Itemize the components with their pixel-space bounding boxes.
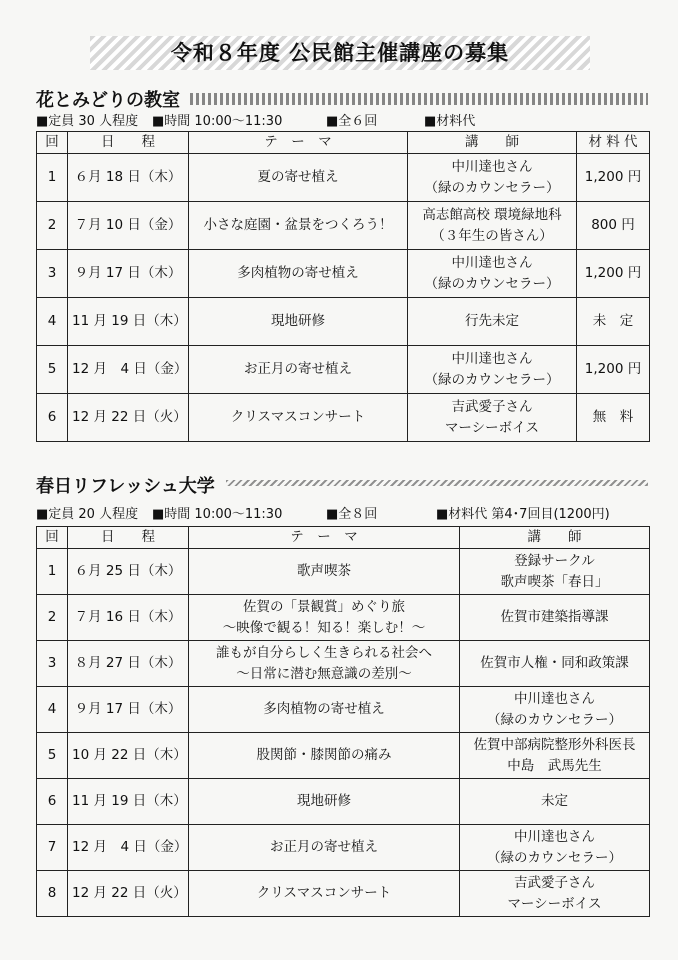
row-date: ６月 25 日（木） (68, 549, 189, 595)
row-lecturer: 佐賀市建築指導課 (460, 595, 650, 641)
lecturer-note: （３年生の皆さん） (431, 227, 553, 244)
header-fee: 材 料 代 (577, 132, 650, 154)
table-row (37, 641, 650, 687)
row-theme (189, 641, 460, 687)
row-theme (189, 595, 460, 641)
row-no: 1 (37, 549, 68, 595)
table-row (37, 687, 650, 733)
lecturer-name: 高志館高校 環境緑地科 (422, 206, 562, 223)
lecturer-name: 佐賀中部病院整形外科医長 (473, 736, 636, 753)
row-lecturer (460, 549, 650, 595)
table-row (37, 595, 650, 641)
theme-main: 佐賀の「景観賞」めぐり旅 (243, 598, 405, 615)
row-theme: 小さな庭園・盆景をつくろう！ (189, 202, 408, 250)
lecturer-name: 中川達也さん (451, 350, 533, 367)
row-date: 12 月 22 日（火） (68, 394, 189, 442)
row-date: 12 月 22 日（火） (68, 871, 189, 917)
theme-sub: 〜日常に潜む無意識の差別〜 (236, 665, 412, 682)
row-lecturer (408, 202, 577, 250)
row-theme: お正月の寄せ植え (189, 825, 460, 871)
lecturer-note: （緑のカウンセラー） (424, 179, 560, 196)
section-meta-refresh (36, 503, 646, 521)
vine-ornament (190, 93, 648, 105)
row-date: 12 月 4 日（金） (68, 346, 189, 394)
row-no: 3 (37, 250, 68, 298)
lecturer-name: 中川達也さん (514, 690, 595, 707)
row-no: 6 (37, 779, 68, 825)
section-meta-flower (36, 110, 636, 128)
row-date: ７月 10 日（金） (68, 202, 189, 250)
table-row (37, 298, 650, 346)
row-date: ９月 17 日（木） (68, 250, 189, 298)
section-title-flower: 花とみどりの教室 (36, 90, 180, 111)
table-row (37, 549, 650, 595)
section-title-refresh: 春日リフレッシュ大学 (36, 476, 215, 497)
row-no: 4 (37, 687, 68, 733)
row-theme: 股関節・膝関節の痛み (189, 733, 460, 779)
row-no: 1 (37, 154, 68, 202)
lecturer-note: マーシーボイス (444, 419, 540, 436)
schedule-table-refresh (36, 526, 650, 917)
row-date: 10 月 22 日（木） (68, 733, 189, 779)
table-row (37, 871, 650, 917)
lecturer-note: （緑のカウンセラー） (424, 371, 560, 388)
row-date: ８月 27 日（木） (68, 641, 189, 687)
row-lecturer (408, 394, 577, 442)
table-row (37, 154, 650, 202)
header-theme: テ ー マ (189, 527, 460, 549)
meta-capacity: ■定員 20 人程度 (36, 507, 139, 522)
lecturer-note: （緑のカウンセラー） (424, 275, 560, 292)
row-fee: 1,200 円 (577, 250, 650, 298)
row-no: 3 (37, 641, 68, 687)
row-date: 12 月 4 日（金） (68, 825, 189, 871)
meta-capacity: ■定員 30 人程度 (36, 114, 139, 129)
row-theme: 現地研修 (189, 298, 408, 346)
row-theme: 現地研修 (189, 779, 460, 825)
lecturer-name: 吉武愛子さん (451, 398, 533, 415)
row-theme: 夏の寄せ植え (189, 154, 408, 202)
row-lecturer (408, 154, 577, 202)
row-fee: 1,200 円 (577, 346, 650, 394)
meta-sessions: ■全６回 (326, 114, 378, 129)
row-theme: 多肉植物の寄せ植え (189, 250, 408, 298)
row-fee: 1,200 円 (577, 154, 650, 202)
row-lecturer: 未定 (460, 779, 650, 825)
table-row (37, 779, 650, 825)
lecturer-name: 吉武愛子さん (514, 874, 595, 891)
row-lecturer: 佐賀市人権・同和政策課 (460, 641, 650, 687)
table-header-row (37, 527, 650, 549)
row-fee: 未 定 (577, 298, 650, 346)
row-lecturer (408, 250, 577, 298)
meta-time: ■時間 10:00〜11:30 (152, 507, 283, 522)
row-lecturer (460, 871, 650, 917)
row-theme: クリスマスコンサート (189, 871, 460, 917)
meta-time: ■時間 10:00〜11:30 (152, 114, 283, 129)
page-title: 令和８年度 公民館主催講座の募集 (170, 41, 510, 65)
row-no: 2 (37, 595, 68, 641)
wave-ornament (226, 480, 648, 486)
row-no: 8 (37, 871, 68, 917)
row-lecturer (408, 346, 577, 394)
schedule-table-flower (36, 131, 650, 442)
row-theme: 歌声喫茶 (189, 549, 460, 595)
lecturer-name: 登録サークル (514, 552, 595, 569)
row-theme: クリスマスコンサート (189, 394, 408, 442)
row-theme: お正月の寄せ植え (189, 346, 408, 394)
header-date: 日 程 (68, 527, 189, 549)
table-row (37, 394, 650, 442)
title-banner (90, 36, 590, 70)
header-date: 日 程 (68, 132, 189, 154)
row-date: 11 月 19 日（木） (68, 298, 189, 346)
meta-fee: ■材料代 (424, 114, 476, 129)
row-lecturer (460, 825, 650, 871)
row-fee: 無 料 (577, 394, 650, 442)
meta-fee: ■材料代 第4･7回目(1200円) (436, 507, 610, 522)
row-fee: 800 円 (577, 202, 650, 250)
row-lecturer (460, 733, 650, 779)
row-lecturer (460, 687, 650, 733)
lecturer-name: 中川達也さん (451, 254, 533, 271)
row-date: 11 月 19 日（木） (68, 779, 189, 825)
theme-sub: 〜映像で観る！知る！楽しむ！〜 (222, 619, 426, 636)
row-date: ６月 18 日（木） (68, 154, 189, 202)
row-no: 5 (37, 733, 68, 779)
lecturer-note: マーシーボイス (507, 895, 602, 912)
theme-main: 誰もが自分らしく生きられる社会へ (216, 644, 432, 661)
header-no: 回 (37, 132, 68, 154)
header-theme: テ ー マ (189, 132, 408, 154)
row-no: 7 (37, 825, 68, 871)
row-date: ７月 16 日（木） (68, 595, 189, 641)
row-no: 2 (37, 202, 68, 250)
table-row (37, 825, 650, 871)
table-row (37, 346, 650, 394)
row-no: 4 (37, 298, 68, 346)
row-date: ９月 17 日（木） (68, 687, 189, 733)
lecturer-name: 中川達也さん (514, 828, 595, 845)
lecturer-note: 中島 武馬先生 (507, 757, 602, 774)
lecturer-name: 中川達也さん (451, 158, 533, 175)
header-lecturer: 講 師 (460, 527, 650, 549)
table-row (37, 250, 650, 298)
row-theme: 多肉植物の寄せ植え (189, 687, 460, 733)
row-no: 6 (37, 394, 68, 442)
lecturer-note: （緑のカウンセラー） (487, 711, 622, 728)
meta-sessions: ■全８回 (326, 507, 378, 522)
table-row (37, 733, 650, 779)
header-no: 回 (37, 527, 68, 549)
lecturer-note: （緑のカウンセラー） (487, 849, 622, 866)
row-no: 5 (37, 346, 68, 394)
row-lecturer: 行先未定 (408, 298, 577, 346)
header-lecturer: 講 師 (408, 132, 577, 154)
table-row (37, 202, 650, 250)
table-header-row (37, 132, 650, 154)
lecturer-note: 歌声喫茶「春日」 (500, 573, 609, 590)
